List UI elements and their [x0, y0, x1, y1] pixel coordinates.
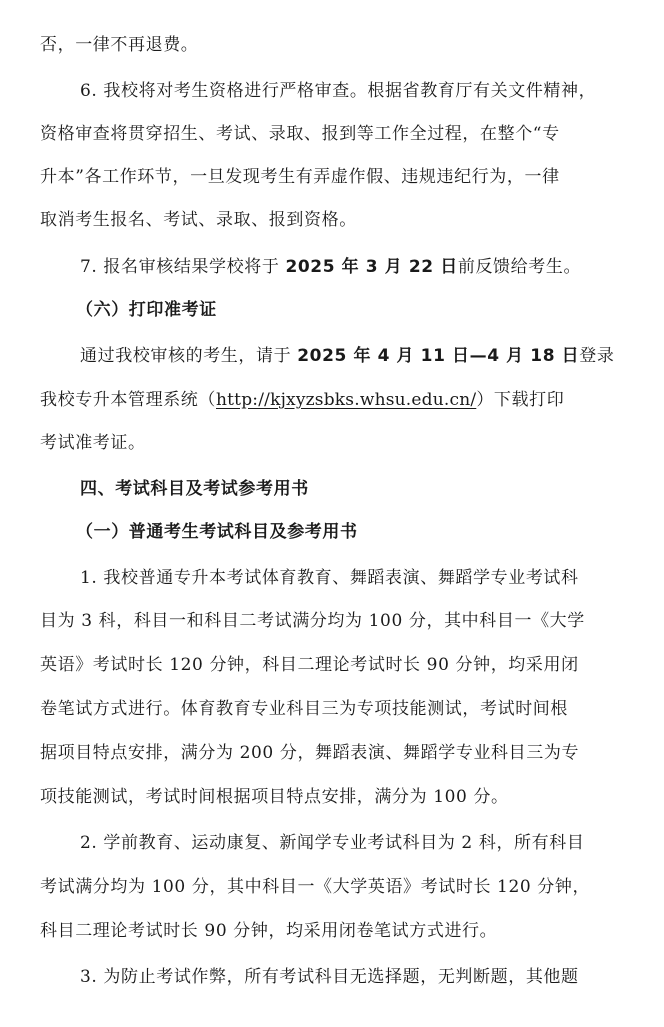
text-line: 科目二理论考试时长 90 分钟，均采用闭卷笔试方式进行。 — [40, 921, 498, 941]
text-line: 目为 3 科，科目一和科目二考试满分均为 100 分，其中科目一《大学 — [40, 611, 585, 631]
section-heading-print-admission: （六）打印准考证 — [76, 300, 217, 320]
item-7-line — [0, 256, 664, 278]
text-line: 卷笔试方式进行。体育教育专业科目三为专项技能测试，考试时间根 — [40, 699, 568, 719]
system-url-link[interactable]: http://kjxyzsbks.whsu.edu.cn/ — [216, 390, 477, 410]
text-run: 通过我校审核的考生，请于 — [80, 346, 298, 366]
text-run: 登录 — [579, 346, 615, 366]
text-run: ）下载打印 — [476, 390, 565, 410]
text-line: 取消考生报名、考试、录取、报到资格。 — [40, 210, 357, 230]
text-run: 我校专升本管理系统（ — [40, 390, 216, 410]
text-line: 考试满分均为 100 分，其中科目一《大学英语》考试时长 120 分钟， — [40, 877, 591, 897]
section-heading-subjects: 四、考试科目及考试参考用书 — [80, 479, 309, 499]
item-2-line-1: 2. 学前教育、运动康复、新闻学专业考试科目为 2 科，所有科目 — [80, 833, 585, 853]
text-line: 资格审查将贯穿招生、考试、录取、报到等工作全过程，在整个“专 — [40, 124, 560, 144]
text-line: 升本”各工作环节，一旦发现考生有弄虚作假、违规违纪行为，一律 — [40, 167, 560, 187]
item-3-line-1: 3. 为防止考试作弊，所有考试科目无选择题，无判断题，其他题 — [80, 967, 579, 987]
item-6-line-1: 6. 我校将对考生资格进行严格审查。根据省教育厅有关文件精神， — [80, 81, 597, 101]
text-run: 前反馈给考生。 — [457, 257, 582, 277]
review-result-date: 2025 年 3 月 22 日 — [285, 257, 458, 277]
print-admission-line-1 — [0, 345, 664, 367]
text-run: 7. 报名审核结果学校将于 — [80, 257, 286, 277]
text-line: 否，一律不再退费。 — [40, 35, 199, 55]
text-line: 英语》考试时长 120 分钟，科目二理论考试时长 90 分钟，均采用闭 — [40, 655, 579, 675]
text-line: 据项目特点安排，满分为 200 分，舞蹈表演、舞蹈学专业科目三为专 — [40, 743, 580, 763]
print-admission-line-2 — [0, 389, 664, 411]
text-line: 项技能测试，考试时间根据项目特点安排，满分为 100 分。 — [40, 787, 509, 807]
print-date-range: 2025 年 4 月 11 日—4 月 18 日 — [297, 346, 580, 366]
item-1-line-1: 1. 我校普通专升本考试体育教育、舞蹈表演、舞蹈学专业考试科 — [80, 568, 579, 588]
text-line: 考试准考证。 — [40, 433, 146, 453]
subsection-heading-regular: （一）普通考生考试科目及参考用书 — [76, 522, 358, 542]
